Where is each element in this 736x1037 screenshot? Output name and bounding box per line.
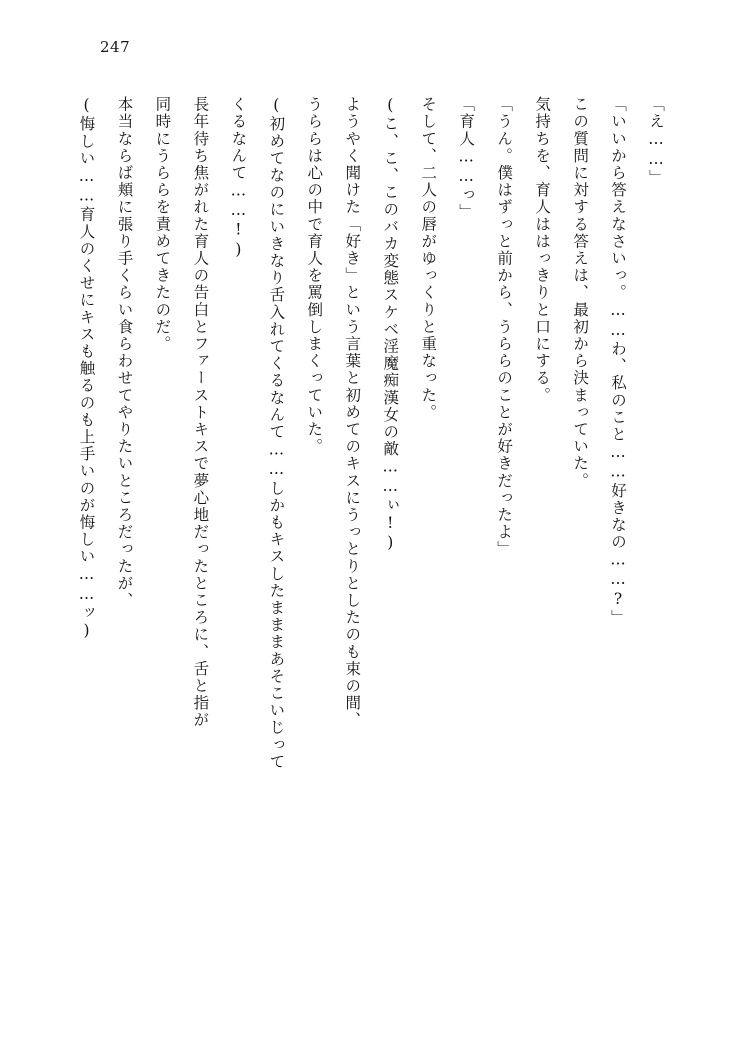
paragraph: 「育人……っ」	[457, 96, 476, 221]
paragraph: くるなんて……!)	[229, 96, 248, 260]
paragraph: 同時にうららを責めてきたのだ。	[153, 96, 172, 353]
paragraph: 「え……」	[647, 96, 665, 187]
paragraph: 本当ならば頬に張り手くらい食らわせてやりたいところだったが、	[115, 96, 134, 609]
paragraph: 長年待ち焦がれた育人の告白とファーストキスで夢心地だったところに、舌と指が	[191, 96, 210, 729]
paragraph: (こ、こ、このバカ変態スケベ淫魔痴漢女の敵……ぃ!)	[381, 96, 400, 554]
paragraph: 「いいから答えなさいっ。……わ、私のこと……好きなの……?」	[609, 96, 628, 627]
paragraph: 気持ちを、育人ははっきりと口にする。	[533, 96, 552, 404]
paragraph: (悔しい……育人のくせにキスも触るのも上手いのが悔しい……ッ)	[77, 96, 96, 642]
paragraph: ようやく聞けた「好き」という言葉と初めてのキスにうっとりとしたのも束の間、	[343, 96, 362, 729]
paragraph: この質問に対する答えは、最初から決まっていた。	[571, 96, 590, 490]
novel-body-text	[77, 96, 674, 956]
paragraph: そして、二人の唇がゆっくりと重なった。	[419, 96, 438, 421]
paragraph: 「うん。僕はずっと前から、うららのことが好きだったよ」	[495, 96, 514, 558]
paragraph: (初めてなのにいきなり舌入れてくるなんて……しかもキスしたまままあそこいじって	[267, 96, 286, 771]
page-number: 247	[100, 38, 131, 56]
paragraph: うららは心の中で育人を罵倒しまくっていた。	[305, 96, 324, 456]
